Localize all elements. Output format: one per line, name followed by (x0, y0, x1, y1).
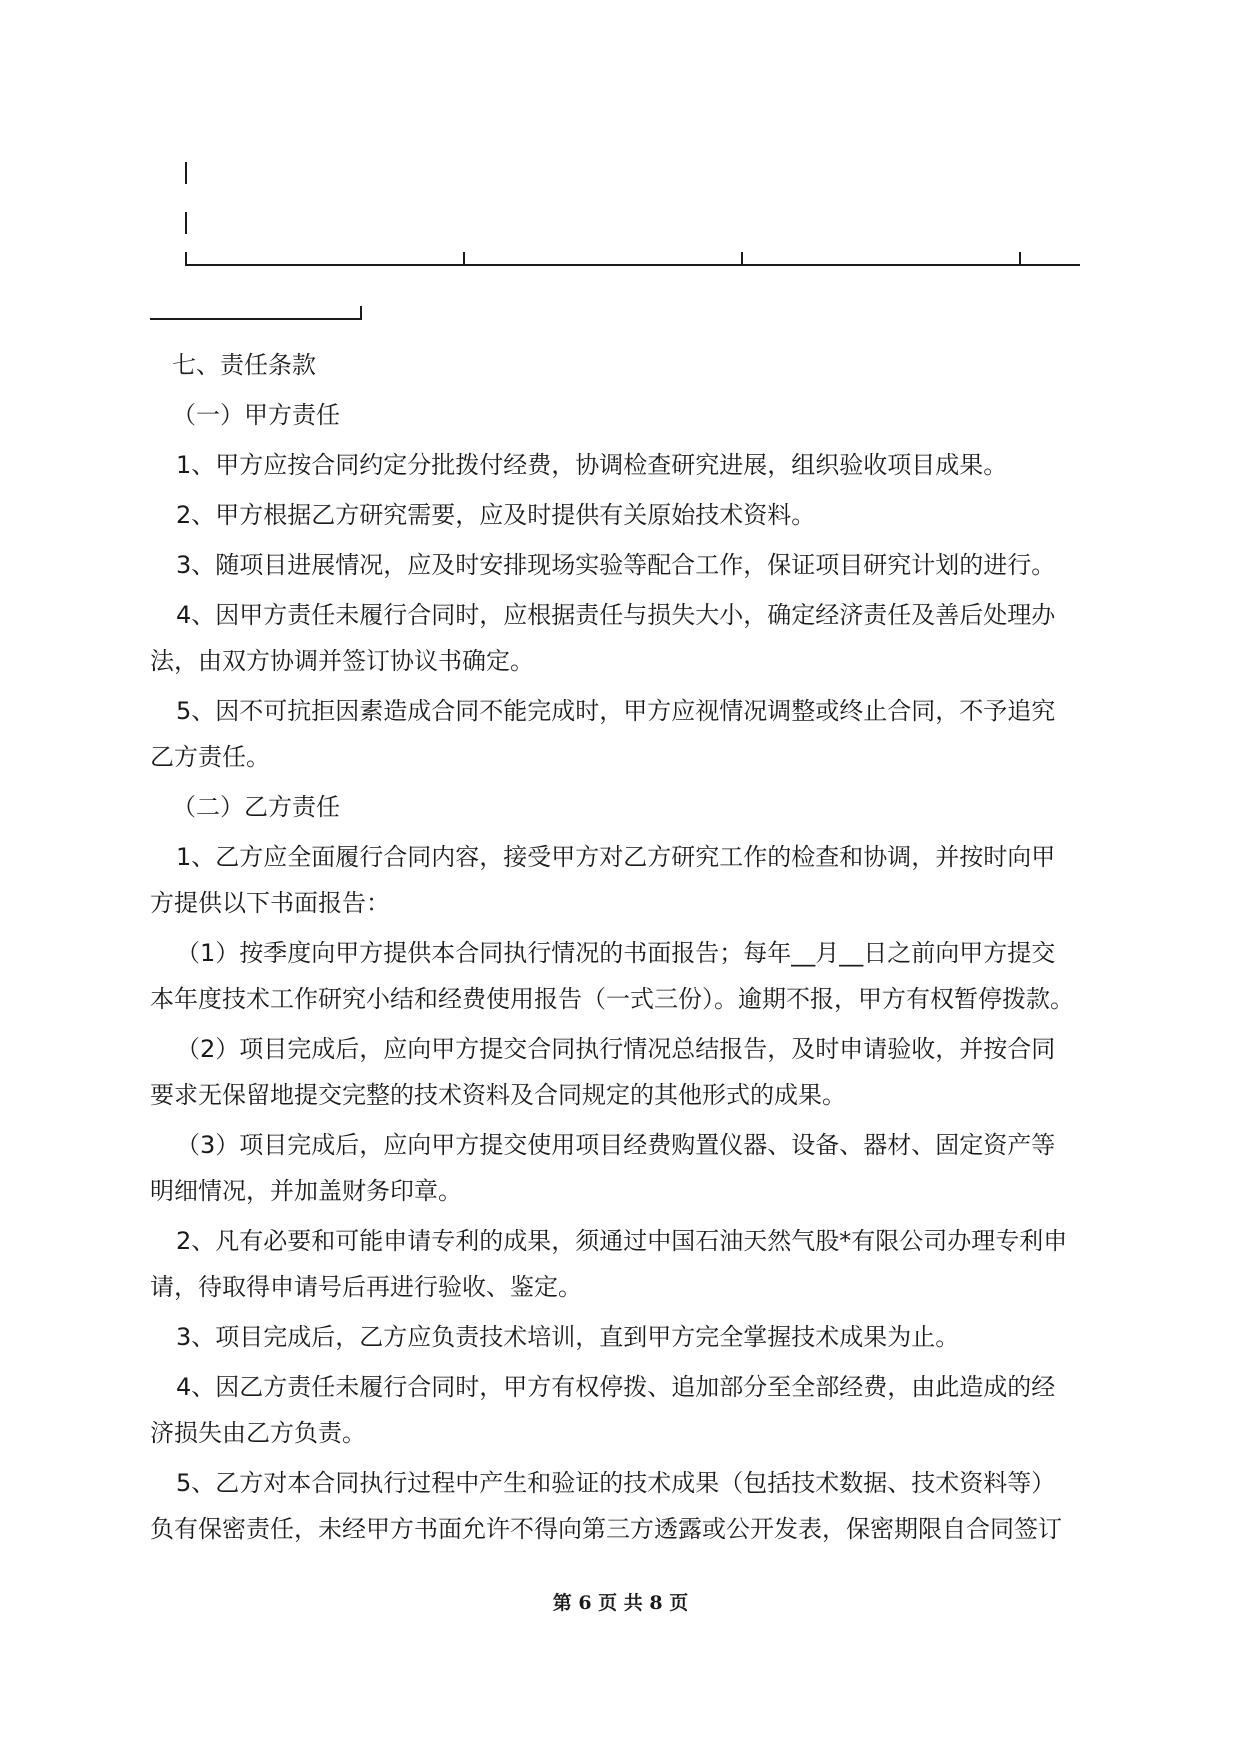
paragraph-line: 2、甲方根据乙方研究需要，应及时提供有关原始技术资料。 (176, 501, 816, 529)
paragraph-line: 法，由双方协调并签订协议书确定。 (150, 647, 534, 675)
paragraph-line: 5、因不可抗拒因素造成合同不能完成时，甲方应视情况调整或终止合同，不予追究 (176, 697, 1056, 725)
paragraph-line: 乙方责任。 (150, 743, 270, 771)
paragraph-line: 3、随项目进展情况，应及时安排现场实验等配合工作，保证项目研究计划的进行。 (176, 551, 1056, 579)
paragraph-line: 5、乙方对本合同执行过程中产生和验证的技术成果（包括技术数据、技术资料等） (176, 1469, 1056, 1497)
paragraph-line: 本年度技术工作研究小结和经费使用报告（一式三份）。逾期不报，甲方有权暂停拨款。 (150, 985, 1074, 1013)
paragraph-line: （1）按季度向甲方提供本合同执行情况的书面报告；每年__月__日之前向甲方提交 (176, 939, 1056, 967)
table-corner-right (360, 306, 362, 320)
table-vertical-border (185, 162, 187, 184)
paragraph-line: 明细情况，并加盖财务印章。 (150, 1177, 462, 1205)
table-corner-left (185, 252, 187, 266)
paragraph-line: 1、甲方应按合同约定分批拨付经费，协调检查研究进展，组织验收项目成果。 (176, 451, 1008, 479)
paragraph-line: 2、凡有必要和可能申请专利的成果，须通过中国石油天然气股*有限公司办理专利申 (176, 1227, 1068, 1255)
table-column-divider (741, 252, 743, 266)
section-heading: 七、责任条款 (172, 351, 316, 379)
paragraph-line: 1、乙方应全面履行合同内容，接受甲方对乙方研究工作的检查和协调，并按时向甲 (176, 843, 1056, 871)
table-vertical-border (185, 212, 187, 234)
table-column-divider (463, 252, 465, 266)
paragraph-line: 3、项目完成后，乙方应负责技术培训，直到甲方完全掌握技术成果为止。 (176, 1323, 960, 1351)
paragraph-line: 方提供以下书面报告： (150, 889, 390, 917)
page-number-footer: 第 6 页 共 8 页 (552, 1592, 689, 1614)
subsection-heading: （二）乙方责任 (172, 793, 340, 821)
paragraph-line: （3）项目完成后，应向甲方提交使用项目经费购置仪器、设备、器材、固定资产等 (176, 1131, 1056, 1159)
paragraph-line: （2）项目完成后，应向甲方提交合同执行情况总结报告，及时申请验收，并按合同 (176, 1035, 1056, 1063)
paragraph-line: 济损失由乙方负责。 (150, 1419, 366, 1447)
paragraph-line: 4、因乙方责任未履行合同时，甲方有权停拨、追加部分至全部经费，由此造成的经 (176, 1373, 1056, 1401)
paragraph-line: 负有保密责任，未经甲方书面允许不得向第三方透露或公开发表，保密期限自合同签订 (150, 1515, 1062, 1543)
paragraph-line: 请，待取得申请号后再进行验收、鉴定。 (150, 1273, 582, 1301)
paragraph-line: 4、因甲方责任未履行合同时，应根据责任与损失大小，确定经济责任及善后处理办 (176, 601, 1056, 629)
table-bottom-border (185, 264, 1080, 266)
table-bottom-border (150, 318, 362, 320)
paragraph-line: 要求无保留地提交完整的技术资料及合同规定的其他形式的成果。 (150, 1081, 846, 1109)
table-column-divider (1019, 252, 1021, 266)
subsection-heading: （一）甲方责任 (172, 401, 340, 429)
